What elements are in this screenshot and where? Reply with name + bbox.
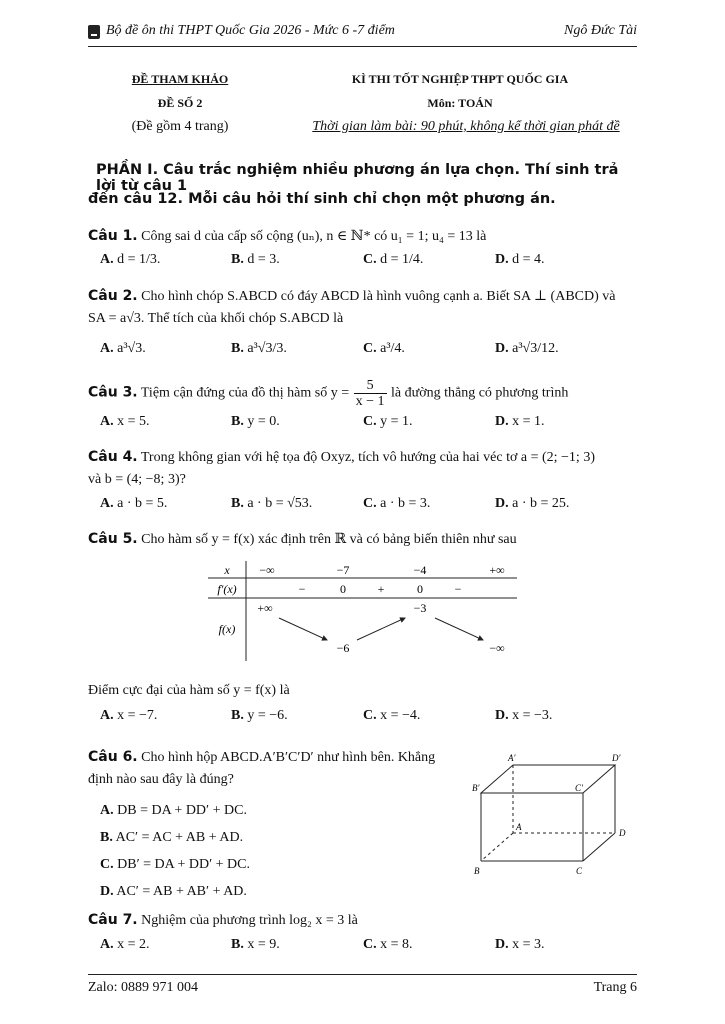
q3-options [100,414,640,438]
option-b: B. a³√3/3. [231,341,287,356]
question-text-line2: SA = a√3. Thể tích của khối chóp S.ABCD là [88,311,344,326]
vt-fp-2: + [377,582,385,596]
question-text-post: là đường thẳng có phương trình [391,385,569,401]
label-b-prime: B′ [472,783,480,793]
option-a: A. a · b = 5. [100,496,168,511]
option-d: D. x = 3. [495,937,545,952]
fraction: $\frac{5}{x - 1}$ [355,378,385,409]
option-b: B. y = 0. [231,414,280,429]
variation-table [205,560,520,662]
question-2 [88,285,640,330]
vt-fp-4: − [454,582,462,596]
vt-x-2: −4 [413,563,427,577]
option-b: B. y = −6. [231,708,288,723]
option-a: A. x = 2. [100,937,150,952]
question-text: Nghiệm của phương trình log₂ x = 3 là [141,913,358,928]
question-number: Câu 5. [88,531,138,547]
q7-options [100,937,640,961]
question-number: Câu 1. [88,228,138,244]
option-c: C. x = −4. [363,708,421,723]
option-d: D. x = −3. [495,708,553,723]
q2-options [100,341,640,365]
question-text-line2: và b = (4; −8; 3)? [88,472,186,487]
label-c-prime: C′ [575,783,583,793]
option-c: C. x = 8. [363,937,413,952]
question-number: Câu 4. [88,449,138,465]
label-a-prime: A′ [508,753,516,763]
footer-contact: Zalo: 0889 971 004 [88,980,199,995]
option-c: C. a · b = 3. [363,496,431,511]
option-a: A. x = −7. [100,708,158,723]
option-d: D. a · b = 25. [495,496,570,511]
option-a: A. DB = DA + DD′ + DC. [100,803,247,818]
question-text-line2: định nào sau đây là đúng? [88,772,234,787]
vt-f-0: +∞ [257,601,273,615]
option-d: D. AC′ = AB + AB′ + AD. [100,884,247,899]
vt-x-label: x [224,563,230,577]
label-a: A [516,822,522,832]
option-a: A. a³√3. [100,341,146,356]
question-5 [88,528,640,551]
page-count: (Đề gồm 4 trang) [131,119,229,134]
question-text-line1: Trong không gian với hệ tọa độ Oxyz, tích vô hướng của hai véc tơ a = (2; −1; 3) [140,450,595,465]
label-d-prime: D′ [612,753,621,763]
page-footer [88,974,637,1002]
vt-x-0: −∞ [259,563,275,577]
question-text-line1: Cho hình hộp ABCD.A′B′C′D′ như hình bên. Khẳng [141,750,436,765]
option-d: D. a³√3/12. [495,341,559,356]
option-b: B. x = 9. [231,937,280,952]
option-c: C. DB′ = DA + DD′ + DC. [100,857,251,872]
vt-x-1: −7 [336,563,350,577]
option-c: C. y = 1. [363,414,413,429]
vt-fp-3: 0 [417,582,423,596]
exam-name: KÌ THI TỐT NGHIỆP THPT QUỐC GIA [351,72,569,86]
header-title: Bộ đề ôn thi THPT Quốc Gia 2026 - Mức 6 -7 điểm [106,23,395,38]
option-a: A. x = 5. [100,414,150,429]
arrow-up [357,618,405,640]
label-d: D [619,828,626,838]
option-a: A. d = 1/3. [100,252,161,267]
question-3 [88,378,640,408]
vt-f-3: −∞ [489,641,505,655]
option-d: D. d = 4. [495,252,545,267]
q6-options [100,797,380,905]
subject: Môn: TOÁN [427,96,493,110]
option-d: D. x = 1. [495,414,545,429]
q4-options [100,496,640,520]
option-c: C. d = 1/4. [363,252,424,267]
question-number: Câu 3. [88,384,138,401]
question-text: Công sai d của cấp số cộng (uₙ), n ∈ ℕ* có u₁ = 1; u₄ = 13 là [141,229,487,244]
vt-fp-0: − [298,582,306,596]
option-b: B. d = 3. [231,252,280,267]
page-number: Trang 6 [593,980,637,995]
question-1 [88,225,640,248]
vt-fp-1: 0 [340,582,346,596]
vt-f-label: f(x) [218,622,236,636]
vt-fp-label: f′(x) [217,582,237,596]
question-6 [88,746,463,791]
option-b: B. a · b = √53. [231,496,313,511]
label-c: C [576,866,583,876]
question-number: Câu 2. [88,288,138,304]
label-b: B [474,866,480,876]
q5-options [100,708,640,732]
vt-f-2: −3 [413,601,427,615]
q5-after-text: Điểm cực đại của hàm số y = f(x) là [88,683,290,698]
q1-options [100,252,640,276]
page-header [88,22,637,47]
vt-x-3: +∞ [489,563,505,577]
book-icon [88,25,100,39]
part1-line1: PHẦN I. Câu trắc nghiệm nhiều phương án lựa chọn. Thí sinh trả lời từ câu 1 [96,162,619,194]
arrow-down-2 [435,618,483,640]
question-number: Câu 6. [88,749,138,765]
part1-line2: đến câu 12. Mỗi câu hỏi thí sinh chỉ chọn một phương án. [88,191,556,207]
vt-f-1: −6 [336,641,350,655]
box-figure [470,750,635,880]
option-c: C. a³/4. [363,341,405,356]
question-number: Câu 7. [88,912,138,928]
question-text-line1: Cho hình chóp S.ABCD có đáy ABCD là hình vuông cạnh a. Biết SA ⊥ (ABCD) và [141,289,616,304]
question-4 [88,446,640,491]
question-text: Tiệm cận đứng của đồ thị hàm số y = [140,385,350,401]
option-b: B. AC′ = AC + AB + AD. [100,830,244,845]
arrow-down-1 [279,618,327,640]
exam-number: ĐỀ SỐ 2 [157,96,203,110]
header-author: Ngô Đức Tài [564,23,637,38]
exam-type: ĐỀ THAM KHẢO [131,72,229,86]
question-7 [88,909,640,932]
time-limit: Thời gian làm bài: 90 phút, không kể thời gian phát đề [312,119,620,134]
question-text: Cho hàm số y = f(x) xác định trên ℝ và có bảng biến thiên như sau [141,532,517,547]
